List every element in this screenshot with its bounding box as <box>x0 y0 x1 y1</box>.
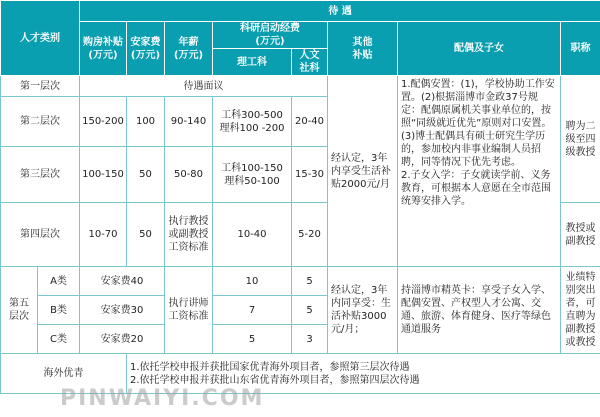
tier5-hum: 5 <box>292 267 328 296</box>
overseas-label: 海外优青 <box>1 354 127 394</box>
tier5-hum: 3 <box>292 325 328 354</box>
tier-salary: 50-80 <box>165 147 213 203</box>
tier5-sub: C类 <box>38 325 80 354</box>
tier-name: 第二层次 <box>1 97 80 147</box>
tier5-spouse: 持淄博市精英卡：享受子女入学、配偶安置、产权型人才公寓、交通、旅游、体育健身、医疗等绿色通道服务 <box>398 267 561 354</box>
header-title: 职称 <box>561 22 600 76</box>
tier5-settle: 安家费20 <box>80 325 165 354</box>
title-fourth: 教授或副教授 <box>561 203 600 267</box>
header-salary: 年薪 (万元) <box>165 22 213 76</box>
tier5-sub: A类 <box>38 267 80 296</box>
tier-housing: 10-70 <box>80 203 127 267</box>
tier-salary: 90-140 <box>165 97 213 147</box>
header-treatment: 待 遇 <box>80 1 600 22</box>
tier-sci: 工科100-150 理科50-100 <box>213 147 292 203</box>
tier-settle: 100 <box>127 97 165 147</box>
tier5-settle: 安家费40 <box>80 267 165 296</box>
header-settle: 安家费 (万元) <box>127 22 165 76</box>
tier-housing: 100-150 <box>80 147 127 203</box>
tier-housing: 150-200 <box>80 97 127 147</box>
tier5-sub: B类 <box>38 296 80 325</box>
tier5-salary: 执行讲师 工资标准 <box>165 267 213 354</box>
tier-name: 第一层次 <box>1 76 80 97</box>
header-spouse: 配偶及子女 <box>398 22 561 76</box>
tier-sci: 10-40 <box>213 203 292 267</box>
title-upper: 聘为二级至四级教授 <box>561 76 600 203</box>
tier-negotiable: 待遇面议 <box>80 76 328 97</box>
tier5-sci: 10 <box>213 267 292 296</box>
overseas-note-2: 2.依托学校申报并获批山东省优青海外项目者，参照第四层次待遇 <box>130 374 420 386</box>
tier-sci: 工科300-500 理科100 -200 <box>213 97 292 147</box>
overseas-note-1: 1.依托学校申报并获批国家优青海外项目者，参照第三层次待遇 <box>130 361 410 373</box>
tier-hum: 15-30 <box>292 147 328 203</box>
tier5-title: 业绩特别突出者，可直聘为副教授或教授 <box>561 267 600 354</box>
watermark: PINWAIYI.COM <box>60 386 265 411</box>
tier-settle: 50 <box>127 147 165 203</box>
tier5-name: 第五 层次 <box>1 267 38 354</box>
header-sci: 理工科 <box>213 49 292 76</box>
tier5-sci: 7 <box>213 296 292 325</box>
tier-name: 第四层次 <box>1 203 80 267</box>
header-research: 科研启动经费 (万元) <box>213 22 328 49</box>
header-other: 其他 补贴 <box>328 22 398 76</box>
other-subsidy-upper: 经认定，3年内享受生活补贴2000元/月 <box>328 76 398 267</box>
tier-settle: 50 <box>127 203 165 267</box>
header-category: 人才类别 <box>1 1 80 76</box>
tier-hum: 5-20 <box>292 203 328 267</box>
tier5-other: 经认定，3年内同享受：生活补贴3000元/月； <box>328 267 398 354</box>
tier-salary: 执行教授 或副教授 工资标准 <box>165 203 213 267</box>
tier5-sci: 5 <box>213 325 292 354</box>
tier5-settle: 安家费30 <box>80 296 165 325</box>
tier-hum: 20-40 <box>292 97 328 147</box>
overseas-notes <box>127 354 600 394</box>
header-housing: 购房补贴 (万元) <box>80 22 127 76</box>
header-hum: 人文 社科 <box>292 49 328 76</box>
spouse-children-upper: 1.配偶安置：(1)，学校协助工作安置。(2)根据淄博市金政37号规定：配偶原属机关事业单位的，按照“同级就近优先”原则对口安置。(3)博士配偶具有硕士研究生学历的，参加校内非事业编制人员招聘，同等情况下优先考虑。 2.子女入学：子女就读学前、义务教育，可根据本人意愿在全市范围统筹安排入学。 <box>398 76 561 267</box>
tier5-hum: 5 <box>292 296 328 325</box>
tier-name: 第三层次 <box>1 147 80 203</box>
